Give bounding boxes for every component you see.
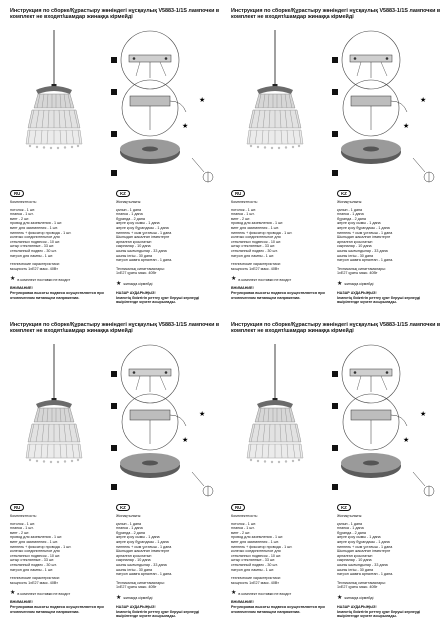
ru-item-list <box>231 208 335 259</box>
list-item: винт для заземления - 1 шт. <box>10 539 58 544</box>
list-item: колечко соединительное для <box>231 549 281 554</box>
list-item: шыны шығындылар - 33 дана <box>116 248 167 253</box>
kz-flag-badge: KZ <box>337 190 351 197</box>
list-item: жерге қосу сымы - 1 дана <box>337 535 381 540</box>
kz-heading: Жинақтылығы: <box>116 514 142 518</box>
kz-flag-badge: KZ <box>337 504 351 511</box>
kz-item-list <box>337 522 441 577</box>
list-item: планка - 1 шт. <box>231 526 255 531</box>
kz-warning-title: НАЗАР АУДАРЫҢЫЗ! <box>116 290 156 295</box>
text-columns <box>10 190 222 310</box>
ru-heading: Комплектность: <box>10 200 37 204</box>
list-item: жерге қосу сымы - 1 дана <box>116 221 160 226</box>
list-item: сақиналар - 10 дана <box>337 558 372 563</box>
list-item: стеклянных подвесок - 10 шт. <box>10 239 61 244</box>
list-item: стеклянный подвес - 30 шт. <box>231 248 278 253</box>
list-item: патрон для лампы - 1 шт. <box>10 253 54 258</box>
list-item: жерге қосу сымы - 1 дана <box>337 221 381 226</box>
ru-warning-text: Регулировка высоты подвеса осуществляется при отключенном питающем напряжении. <box>231 604 325 614</box>
list-item: шыны шығындылар - 33 дана <box>337 248 388 253</box>
list-item: бұранда - 2 дана <box>116 530 145 535</box>
instruction-title: Инструкция по сборке/Құрастыру жөніндегі нұсқаулық V5883-1/1S лампочки в комплект не входят/шамдар жинаққа кірмейді <box>10 322 220 335</box>
kz-spec-value: 1xE27 қуаты макс. 40Вт <box>337 585 378 590</box>
list-item: потолок - 1 шт. <box>231 207 257 212</box>
list-item: арналған қосылатын <box>337 239 373 244</box>
ru-warning-text: Регулировка высоты подвеса осуществляется при отключенном питающем напряжении. <box>231 290 325 300</box>
list-item: патрон для лампы - 1 шт. <box>231 567 275 572</box>
kz-star-note <box>337 282 441 287</box>
instruction-panel <box>229 8 445 314</box>
list-item: провод для заземления - 1 шт. <box>10 535 63 540</box>
russian-column <box>231 504 335 614</box>
kz-flag-badge: KZ <box>116 190 130 197</box>
ru-star-note <box>10 277 114 282</box>
kz-warning-text: Ілмектің биіктігін реттеу қуат беруші кернеуді өшірілгенде жүзеге асырылады. <box>116 295 200 305</box>
ru-item-list <box>10 208 114 259</box>
list-item: штыр стеклянные - 33 шт. <box>10 558 55 563</box>
kz-spec-label: Техникалық сипаттамалары: <box>116 580 165 585</box>
russian-column <box>231 190 335 300</box>
list-item: жерге қосу бұрандасы - 1 дана <box>116 225 169 230</box>
list-item: стеклянных подвесок - 10 шт. <box>10 553 61 558</box>
star-icon: ★ <box>231 276 237 283</box>
list-item: ниппель + фиксатор провода - 1 шт. <box>10 230 72 235</box>
list-item: патрон шамға арналған - 1 дана. <box>337 572 394 577</box>
chandelier-illustration <box>231 344 319 502</box>
kz-star-text: жинаққа кірмейді <box>344 596 374 601</box>
kazakh-column <box>337 504 441 619</box>
list-item: бұранда - 2 дана <box>337 216 366 221</box>
list-item: стеклянный подвес - 30 шт. <box>10 562 57 567</box>
ru-heading: Комплектность: <box>231 200 258 204</box>
list-item: жерге қосу бұрандасы - 1 дана <box>116 539 169 544</box>
list-item: колечко соединительное для <box>10 235 60 240</box>
list-item: шыны ілгіш - 30 дана <box>116 567 153 572</box>
list-item: патрон для лампы - 1 шт. <box>231 253 275 258</box>
ru-spec-value: мощность 1xE27 макс. 40Вт <box>231 580 279 585</box>
kz-star-note <box>116 596 220 601</box>
list-item: планка - 1 дана <box>337 212 364 217</box>
ru-heading: Комплектность: <box>10 514 37 518</box>
list-item: шыны шығындылар - 33 дана <box>337 562 388 567</box>
ru-spec-value: мощность 1xE27 макс. 40Вт <box>10 580 58 585</box>
ru-warning-text: Регулировка высоты подвеса осуществляется при отключенном питающем напряжении. <box>10 604 104 614</box>
list-item: штыр стеклянные - 33 шт. <box>10 244 55 249</box>
instruction-panel <box>8 322 224 628</box>
kz-item-list <box>116 208 220 263</box>
ru-star-note <box>231 277 335 282</box>
list-item: винт - 2 шт. <box>10 530 30 535</box>
kz-star-note <box>337 596 441 601</box>
list-item: планка - 1 дана <box>337 526 364 531</box>
list-item: стеклянный подвес - 30 шт. <box>10 248 57 253</box>
kz-star-text: жинаққа кірмейді <box>123 282 153 287</box>
list-item: арналған қосылатын <box>116 239 152 244</box>
instruction-title: Инструкция по сборке/Құрастыру жөніндегі нұсқаулық V5883-1/1S лампочки в комплект не входят/шамдар жинаққа кірмейді <box>10 8 220 21</box>
list-item: сақиналар - 10 дана <box>116 558 151 563</box>
list-item: ниппель + сым ұстағыш - 1 дана <box>337 544 393 549</box>
kz-warning-title: НАЗАР АУДАРЫҢЫЗ! <box>337 290 377 295</box>
star-icon: ★ <box>337 280 343 287</box>
list-item: винт - 2 шт. <box>231 216 251 221</box>
star-icon: ★ <box>231 590 237 597</box>
list-item: винт для заземления - 1 шт. <box>10 225 58 230</box>
assembly-steps-diagram <box>104 344 222 502</box>
kz-heading: Жинақтылығы: <box>337 200 363 204</box>
list-item: шыны ілгіш - 30 дана <box>116 253 153 258</box>
ru-spec-label: технические характеристики: <box>231 576 281 581</box>
list-item: патрон шамға арналған - 1 дана. <box>116 572 173 577</box>
list-item: планка - 1 шт. <box>10 526 34 531</box>
kz-heading: Жинақтылығы: <box>116 200 142 204</box>
instruction-panel <box>8 8 224 314</box>
list-item: жерге қосу сымы - 1 дана <box>116 535 160 540</box>
ru-flag-badge: RU <box>10 504 24 511</box>
list-item: жерге қосу бұрандасы - 1 дана <box>337 539 390 544</box>
assembly-steps-diagram <box>325 344 443 502</box>
list-item: қалып - 1 дана <box>337 521 363 526</box>
list-item: винт - 2 шт. <box>231 530 251 535</box>
assembly-steps-diagram <box>325 30 443 188</box>
star-icon: ★ <box>337 594 343 601</box>
ru-warning-title: ВНИМАНИЕ! <box>231 286 254 291</box>
list-item: қалып - 1 дана <box>116 207 142 212</box>
kz-star-note <box>116 282 220 287</box>
list-item: сақиналар - 10 дана <box>116 244 151 249</box>
ru-flag-badge: RU <box>231 190 245 197</box>
list-item: провод для заземления - 1 шт. <box>231 535 284 540</box>
ru-spec-label: технические характеристики: <box>10 576 60 581</box>
instruction-title: Инструкция по сборке/Құрастыру жөніндегі нұсқаулық V5883-1/1S лампочки в комплект не входят/шамдар жинаққа кірмейді <box>231 322 441 335</box>
text-columns <box>10 504 222 624</box>
kazakh-column <box>116 504 220 619</box>
ru-star-text: в комплект поставки не входит <box>238 277 292 282</box>
list-item: Шыныдан жасалған ілмектерге <box>337 235 391 240</box>
list-item: ниппель + сым ұстағыш - 1 дана <box>337 230 393 235</box>
list-item: стеклянных подвесок - 10 шт. <box>231 553 282 558</box>
list-item: колечко соединительное для <box>10 549 60 554</box>
list-item: винт - 2 шт. <box>10 216 30 221</box>
list-item: колечко соединительное для <box>231 235 281 240</box>
list-item: бұранда - 2 дана <box>116 216 145 221</box>
kz-flag-badge: KZ <box>116 504 130 511</box>
list-item: планка - 1 дана <box>116 526 143 531</box>
ru-star-text: в комплект поставки не входит <box>238 591 292 596</box>
list-item: потолок - 1 шт. <box>10 521 36 526</box>
kz-warning-text: Ілмектің биіктігін реттеу қуат беруші кернеуді өшірілгенде жүзеге асырылады. <box>337 609 421 619</box>
ru-warning-title: ВНИМАНИЕ! <box>231 600 254 605</box>
russian-column <box>10 504 114 614</box>
kz-spec-label: Техникалық сипаттамалары: <box>116 266 165 271</box>
ru-warning-text: Регулировка высоты подвеса осуществляется при отключенном питающем напряжении. <box>10 290 104 300</box>
list-item: патрон для лампы - 1 шт. <box>10 567 54 572</box>
ru-star-note <box>10 591 114 596</box>
list-item: Шыныдан жасалған ілмектерге <box>116 549 170 554</box>
kz-item-list <box>116 522 220 577</box>
list-item: ниппель + фиксатор провода - 1 шт. <box>231 544 293 549</box>
list-item: потолок - 1 шт. <box>10 207 36 212</box>
ru-flag-badge: RU <box>231 504 245 511</box>
list-item: штыр стеклянные - 33 шт. <box>231 244 276 249</box>
ru-item-list <box>231 522 335 573</box>
list-item: планка - 1 дана <box>116 212 143 217</box>
list-item: винт для заземления - 1 шт. <box>231 539 279 544</box>
star-icon: ★ <box>116 280 122 287</box>
ru-flag-badge: RU <box>10 190 24 197</box>
list-item: ниппель + фиксатор провода - 1 шт. <box>231 230 293 235</box>
star-icon: ★ <box>10 276 16 283</box>
list-item: Шыныдан жасалған ілмектерге <box>337 549 391 554</box>
kz-spec-value: 1xE27 қуаты макс. 40Вт <box>116 271 157 276</box>
list-item: патрон шамға арналған - 1 дана. <box>337 258 394 263</box>
kazakh-column <box>337 190 441 305</box>
ru-spec-label: технические характеристики: <box>10 262 60 267</box>
ru-star-text: в комплект поставки не входит <box>17 591 71 596</box>
kz-warning-text: Ілмектің биіктігін реттеу қуат беруші кернеуді өшірілгенде жүзеге асырылады. <box>116 609 200 619</box>
instruction-panel <box>229 322 445 628</box>
list-item: жерге қосу бұрандасы - 1 дана <box>337 225 390 230</box>
ru-spec-value: мощность 1xE27 макс. 40Вт <box>231 266 279 271</box>
instruction-title: Инструкция по сборке/Құрастыру жөніндегі нұсқаулық V5883-1/1S лампочки в комплект не входят/шамдар жинаққа кірмейді <box>231 8 441 21</box>
kz-warning-title: НАЗАР АУДАРЫҢЫЗ! <box>116 604 156 609</box>
ru-star-note <box>231 591 335 596</box>
list-item: бұранда - 2 дана <box>337 530 366 535</box>
ru-spec-label: технические характеристики: <box>231 262 281 267</box>
list-item: Шыныдан жасалған ілмектерге <box>116 235 170 240</box>
list-item: стеклянных подвесок - 10 шт. <box>231 239 282 244</box>
text-columns <box>231 190 443 310</box>
list-item: патрон шамға арналған - 1 дана. <box>116 258 173 263</box>
list-item: провод для заземления - 1 шт. <box>10 221 63 226</box>
chandelier-illustration <box>10 344 98 502</box>
ru-star-text: в комплект поставки не входит <box>17 277 71 282</box>
kazakh-column <box>116 190 220 305</box>
list-item: штыр стеклянные - 33 шт. <box>231 558 276 563</box>
star-icon: ★ <box>116 594 122 601</box>
kz-spec-value: 1xE27 қуаты макс. 40Вт <box>337 271 378 276</box>
list-item: винт для заземления - 1 шт. <box>231 225 279 230</box>
ru-warning-title: ВНИМАНИЕ! <box>10 286 33 291</box>
kz-spec-label: Техникалық сипаттамалары: <box>337 266 386 271</box>
list-item: қалып - 1 дана <box>116 521 142 526</box>
list-item: ниппель + фиксатор провода - 1 шт. <box>10 544 72 549</box>
kz-heading: Жинақтылығы: <box>337 514 363 518</box>
list-item: шыны шығындылар - 33 дана <box>116 562 167 567</box>
list-item: ниппель + сым ұстағыш - 1 дана <box>116 230 172 235</box>
kz-star-text: жинаққа кірмейді <box>123 596 153 601</box>
ru-heading: Комплектность: <box>231 514 258 518</box>
star-icon: ★ <box>10 590 16 597</box>
ru-item-list <box>10 522 114 573</box>
kz-item-list <box>337 208 441 263</box>
kz-warning-text: Ілмектің биіктігін реттеу қуат беруші кернеуді өшірілгенде жүзеге асырылады. <box>337 295 421 305</box>
russian-column <box>10 190 114 300</box>
list-item: провод для заземления - 1 шт. <box>231 221 284 226</box>
kz-star-text: жинаққа кірмейді <box>344 282 374 287</box>
chandelier-illustration <box>231 30 319 188</box>
kz-warning-title: НАЗАР АУДАРЫҢЫЗ! <box>337 604 377 609</box>
list-item: арналған қосылатын <box>337 553 373 558</box>
list-item: планка - 1 шт. <box>231 212 255 217</box>
list-item: арналған қосылатын <box>116 553 152 558</box>
list-item: стеклянный подвес - 30 шт. <box>231 562 278 567</box>
assembly-steps-diagram <box>104 30 222 188</box>
list-item: потолок - 1 шт. <box>231 521 257 526</box>
chandelier-illustration <box>10 30 98 188</box>
list-item: ниппель + сым ұстағыш - 1 дана <box>116 544 172 549</box>
list-item: шыны ілгіш - 30 дана <box>337 567 374 572</box>
list-item: қалып - 1 дана <box>337 207 363 212</box>
list-item: шыны ілгіш - 30 дана <box>337 253 374 258</box>
list-item: сақиналар - 10 дана <box>337 244 372 249</box>
kz-spec-label: Техникалық сипаттамалары: <box>337 580 386 585</box>
kz-spec-value: 1xE27 қуаты макс. 40Вт <box>116 585 157 590</box>
ru-spec-value: мощность 1xE27 макс. 40Вт <box>10 266 58 271</box>
list-item: планка - 1 шт. <box>10 212 34 217</box>
text-columns <box>231 504 443 624</box>
ru-warning-title: ВНИМАНИЕ! <box>10 600 33 605</box>
